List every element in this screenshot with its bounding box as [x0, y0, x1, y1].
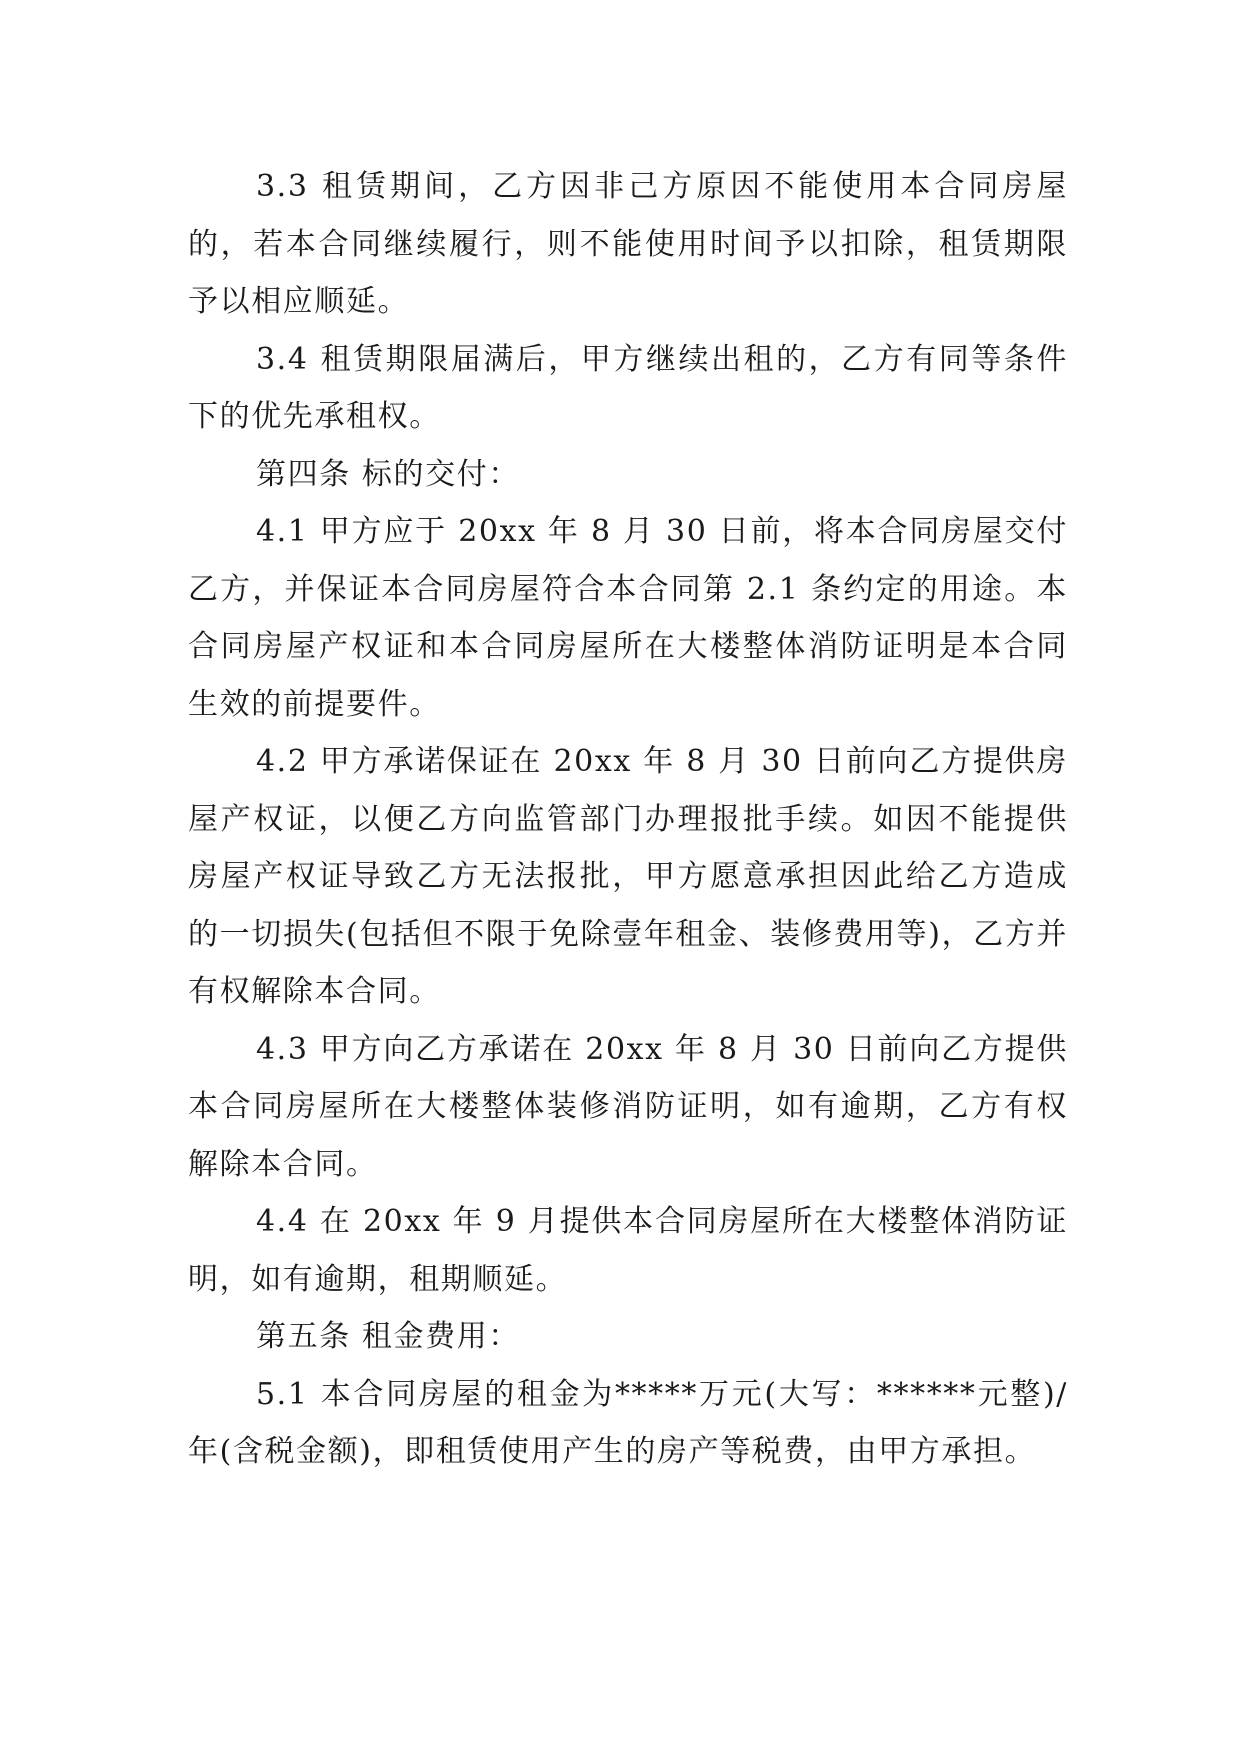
- clause-3-3: 3.3 租赁期间，乙方因非己方原因不能使用本合同房屋的，若本合同继续履行，则不能使用时间予以扣除，租赁期限予以相应顺延。: [188, 169, 1068, 319]
- clause-4-4: 4.4 在 20xx 年 9 月提供本合同房屋所在大楼整体消防证明，如有逾期，租期顺延。: [188, 1204, 1068, 1297]
- section-heading-article-5: 第五条 租金费用：: [256, 1319, 520, 1354]
- clause-4-1: 4.1 甲方应于 20xx 年 8 月 30 日前，将本合同房屋交付乙方，并保证本合同房屋符合本合同第 2.1 条约定的用途。本合同房屋产权证和本合同房屋所在大楼整体消防证明是本合同生效的前提要件。: [188, 514, 1068, 722]
- clause-3-4: 3.4 租赁期限届满后，甲方继续出租的，乙方有同等条件下的优先承租权。: [188, 341, 1068, 434]
- clause-5-1: 5.1 本合同房屋的租金为*****万元(大写：******元整)/年(含税金额)，即租赁使用产生的房产等税费，由甲方承担。: [188, 1376, 1068, 1469]
- section-heading-article-4: 第四条 标的交付：: [256, 456, 520, 492]
- document-body: [188, 158, 1068, 1481]
- clause-4-2: 4.2 甲方承诺保证在 20xx 年 8 月 30 日前向乙方提供房屋产权证，以便乙方向监管部门办理报批手续。如因不能提供房屋产权证导致乙方无法报批，甲方愿意承担因此给乙方造成的一切损失(包括但不限于免除壹年租金、装修费用等)，乙方并有权解除本合同。: [188, 744, 1068, 1009]
- clause-4-3: 4.3 甲方向乙方承诺在 20xx 年 8 月 30 日前向乙方提供本合同房屋所在大楼整体装修消防证明，如有逾期，乙方有权解除本合同。: [188, 1031, 1068, 1182]
